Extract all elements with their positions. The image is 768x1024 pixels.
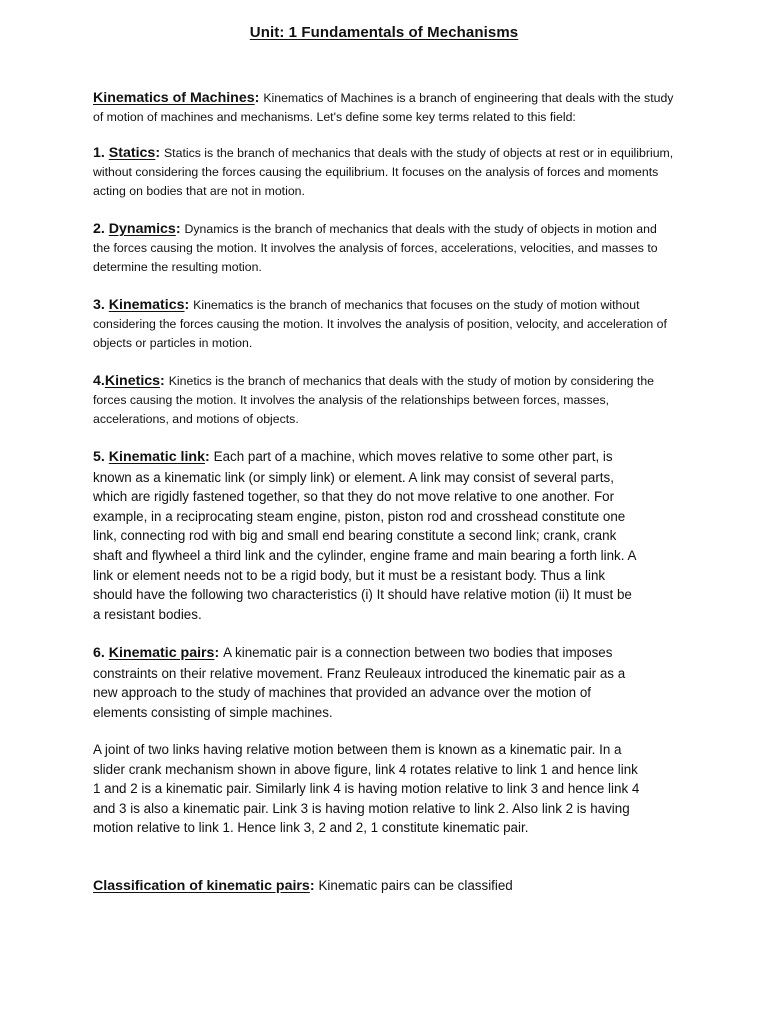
section-text: Each part of a machine, which moves relative to some other part, is known as a kinematic link (or simply link) or element. A link may consist of several parts, which are rigidly fastened together, so that they do not move relative to one another. For example, in a reciprocating steam engine, piston, piston rod and crosshead constitute one link, connecting rod with big and small end bearing constitute a second link; crank, crank shaft and flywheel a third link and the cylinder, engine frame and main bearing a forth link. A link or element needs not to be a rigid body, but it must be a resistant body. Thus a link should have the following two characteristics (i) It should have relative motion (ii) It must be a resistant bodies. [93,449,636,622]
section-number: 1. [93,145,109,161]
section-number: 4. [93,373,105,389]
classification-colon: : [309,878,319,894]
section-text: Kinematics is the branch of mechanics that focuses on the study of motion without considering the forces causing the motion. It involves the analysis of position, velocity, and acceleration of objects or particles in motion. [93,298,667,350]
section-heading: Kinematics [108,297,185,313]
intro-colon: : [254,90,264,106]
section-dynamics [93,220,675,276]
section-text: Statics is the branch of mechanics that deals with the study of objects at rest or in equilibrium, without considering the forces causing the equilibrium. It focuses on the analysis of forces and moments acting on bodies that are not in motion. [93,146,674,198]
section-number: 2. [93,221,109,237]
section-colon: : [155,145,164,161]
classification-text: Kinematic pairs can be classified [318,878,513,893]
section-heading: Dynamics [108,221,176,237]
classification-heading: Classification of kinematic pairs [93,878,310,894]
section-number: 5. [93,449,109,465]
intro-text: Kinematics of Machines is a branch of engineering that deals with the study of motion of machines and mechanisms. Let's define some key terms related to this field: [93,91,674,124]
intro-heading: Kinematics of Machines [93,90,255,106]
section-statics [93,144,675,200]
section-heading: Kinetics [104,373,161,389]
section-kinematics [93,296,675,352]
section-kinetics [93,372,675,428]
section-colon: : [160,373,169,389]
section-text: Kinetics is the branch of mechanics that deals with the study of motion by considering the forces causing the motion. It involves the analysis of the relationships between forces, masses, accelerations, and motions of objects. [93,374,655,426]
section-heading: Statics [108,145,156,161]
section-text: A kinematic pair is a connection between two bodies that imposes constraints on their relative movement. Franz Reuleaux introduced the kinematic pair as a new approach to the study of machines that provided an advance over the motion of elements consisting of simple machines. [93,645,626,720]
document-title: Unit: 1 Fundamentals of Mechanisms [249,24,519,41]
section-colon: : [204,449,214,465]
section-heading: Kinematic pairs [108,645,215,661]
section-colon: : [175,221,185,237]
section-kinematic-pairs [93,643,641,722]
classification-paragraph [93,876,641,897]
section-number: 6. [93,645,109,661]
intro-paragraph [93,89,675,127]
section-colon: : [214,645,224,661]
section-colon: : [184,297,194,313]
section-heading: Kinematic link [108,449,205,465]
section-kinematic-link [93,447,641,624]
kinematic-pair-paragraph: A joint of two links having relative motion between them is known as a kinematic pair. In a slider crank mechanism shown in above figure, link 4 rotates relative to link 1 and hence link 1 and 2 is a kinematic pair. Similarly link 4 is having motion relative to link 3 and hence link 4 and 3 is also a kinematic pair. Link 3 is having motion relative to link 2. Also link 2 is having motion relative to link 1. Hence link 3, 2 and 2, 1 constitute kinematic pair. [93,742,640,836]
section-text: Dynamics is the branch of mechanics that deals with the study of objects in motion and the forces causing the motion. It involves the analysis of forces, accelerations, velocities, and masses to determine the resulting motion. [93,222,658,274]
section-number: 3. [93,297,109,313]
